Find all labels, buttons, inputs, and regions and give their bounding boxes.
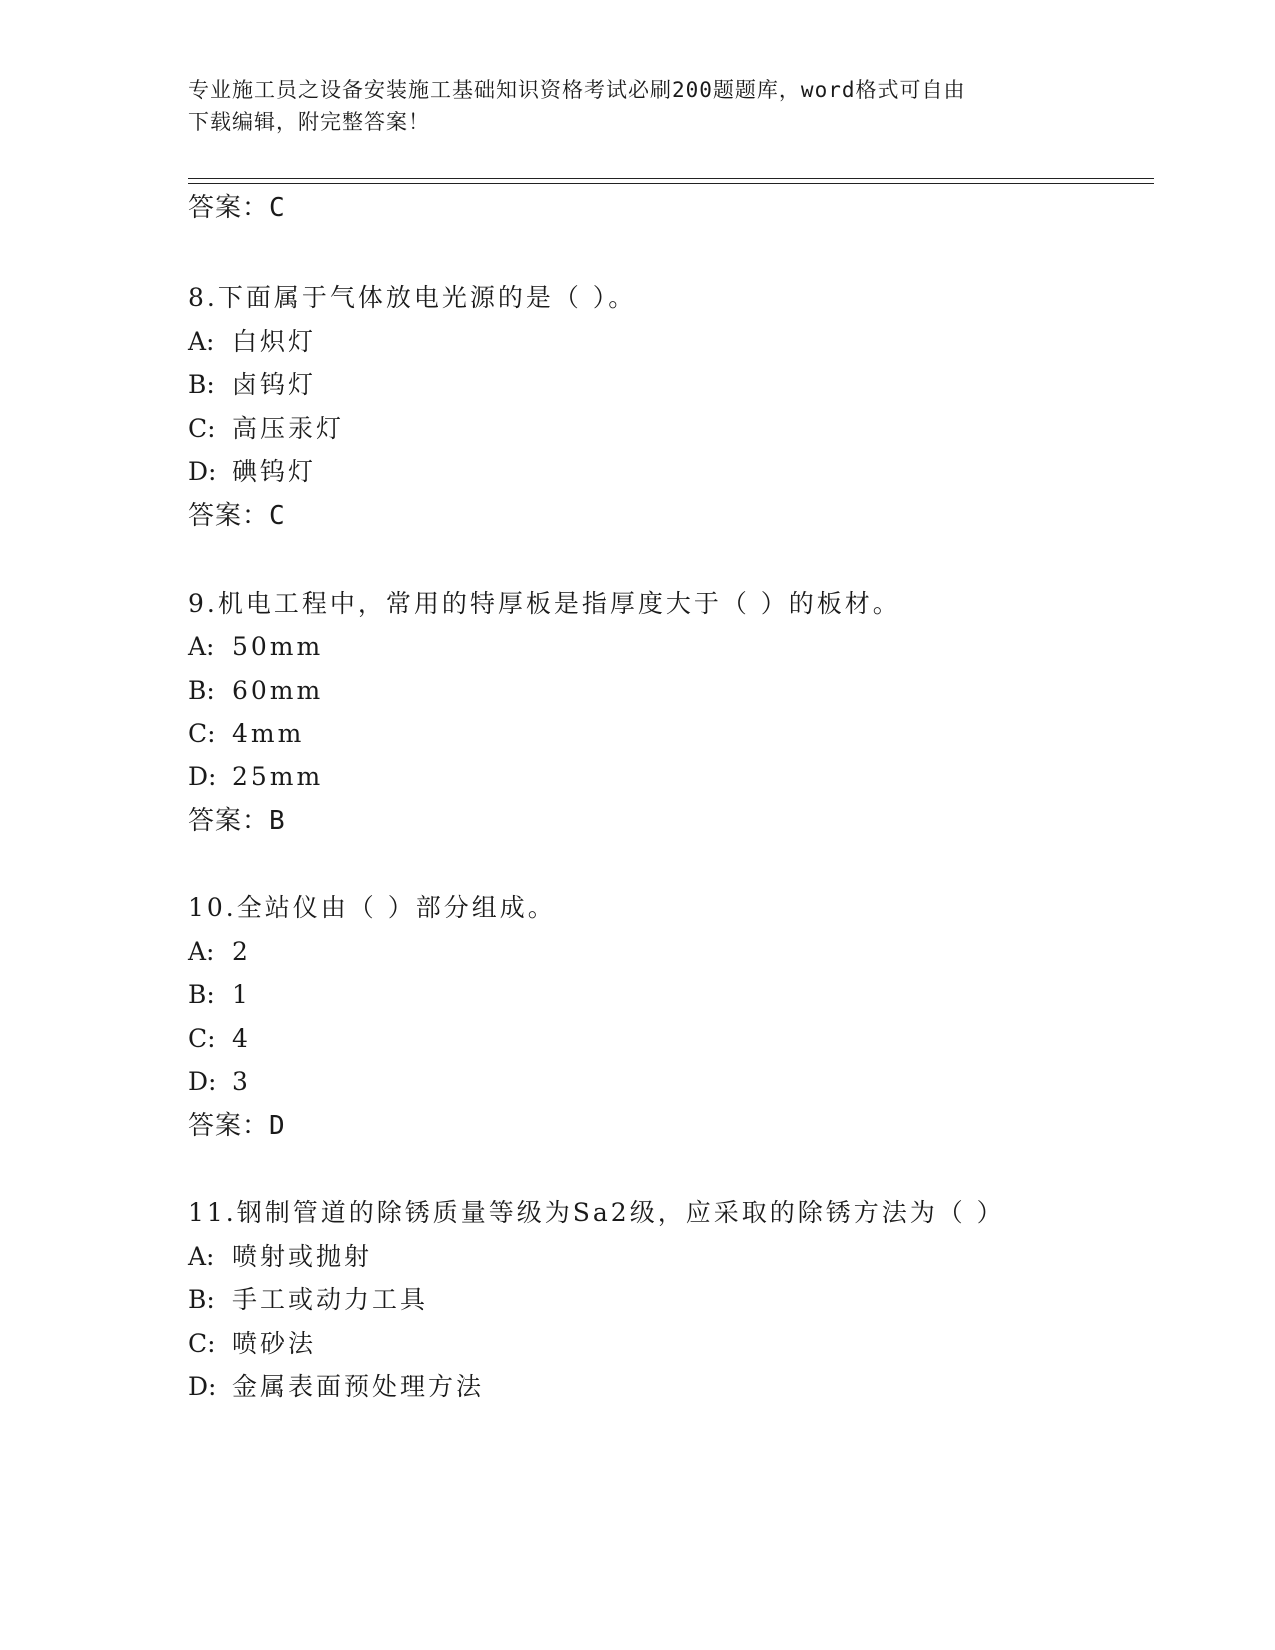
option-b xyxy=(188,1284,428,1316)
option-c xyxy=(188,1328,316,1360)
answer-line: 答案：C xyxy=(188,501,286,531)
option-b xyxy=(188,675,323,707)
question-stem: 11.钢制管道的除锈质量等级为Sa2级，应采取的除锈方法为（ ） xyxy=(188,1198,1005,1227)
header-divider-top xyxy=(188,178,1154,179)
option-text: 4mm xyxy=(232,719,305,748)
question-stem: 8.下面属于气体放电光源的是（ ）。 xyxy=(188,283,637,312)
option-letter: C: xyxy=(188,1329,216,1358)
option-text: 25mm xyxy=(232,762,324,791)
answer-line: 答案：D xyxy=(188,1111,286,1141)
option-a xyxy=(188,1241,372,1273)
option-letter: C: xyxy=(188,1024,216,1053)
option-letter: D: xyxy=(188,762,217,791)
previous-answer: 答案：C xyxy=(188,193,286,223)
option-letter: B: xyxy=(188,1285,215,1314)
option-letter: D: xyxy=(188,457,217,486)
option-c xyxy=(188,718,304,750)
option-letter: B: xyxy=(188,676,215,705)
option-text: 卤钨灯 xyxy=(232,370,317,399)
option-text: 高压汞灯 xyxy=(232,414,345,443)
document-header xyxy=(188,74,1068,138)
option-a xyxy=(188,936,251,968)
option-text: 手工或动力工具 xyxy=(232,1285,429,1314)
option-text: 喷砂法 xyxy=(232,1329,317,1358)
option-b xyxy=(188,979,251,1011)
option-letter: A: xyxy=(188,1242,215,1271)
option-text: 金属表面预处理方法 xyxy=(232,1372,485,1401)
option-d xyxy=(188,1066,251,1098)
option-text: 4 xyxy=(232,1024,251,1053)
option-letter: B: xyxy=(188,370,215,399)
option-text: 50mm xyxy=(232,632,324,661)
option-d xyxy=(188,761,323,793)
header-line-1: 专业施工员之设备安装施工基础知识资格考试必刷200题题库，word格式可自由 xyxy=(188,78,966,102)
option-letter: A: xyxy=(188,937,215,966)
header-divider-bottom xyxy=(188,183,1154,184)
option-text: 白炽灯 xyxy=(232,327,317,356)
option-letter: D: xyxy=(188,1372,217,1401)
option-d xyxy=(188,1371,484,1403)
option-text: 3 xyxy=(232,1067,251,1096)
option-a xyxy=(188,631,323,663)
option-text: 60mm xyxy=(232,676,324,705)
option-d xyxy=(188,456,316,488)
option-b xyxy=(188,369,316,401)
option-text: 1 xyxy=(232,980,251,1009)
question-stem: 10.全站仪由（ ）部分组成。 xyxy=(188,893,556,922)
option-text: 碘钨灯 xyxy=(232,457,317,486)
option-text: 2 xyxy=(232,937,251,966)
option-a xyxy=(188,326,316,358)
option-text: 喷射或抛射 xyxy=(232,1242,373,1271)
option-letter: A: xyxy=(188,327,215,356)
option-letter: C: xyxy=(188,414,216,443)
option-letter: C: xyxy=(188,719,216,748)
question-stem: 9.机电工程中，常用的特厚板是指厚度大于（ ）的板材。 xyxy=(188,589,901,618)
option-letter: D: xyxy=(188,1067,217,1096)
option-letter: A: xyxy=(188,632,215,661)
option-c xyxy=(188,1023,251,1055)
option-c xyxy=(188,413,344,445)
answer-line: 答案：B xyxy=(188,806,286,836)
header-line-2: 下载编辑，附完整答案！ xyxy=(188,110,430,134)
option-letter: B: xyxy=(188,980,215,1009)
